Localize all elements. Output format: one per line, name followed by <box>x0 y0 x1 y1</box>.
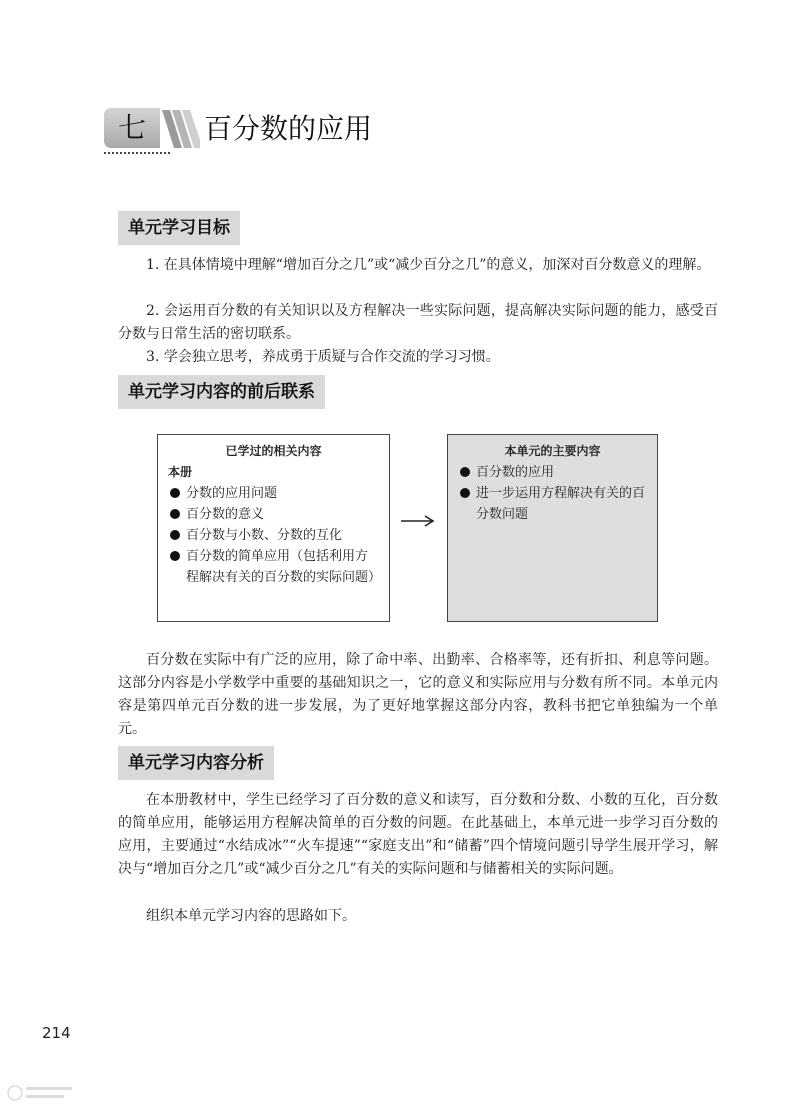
section-title-analysis: 单元学习内容分析 <box>118 746 274 780</box>
goal-1: 1. 在具体情境中理解“增加百分之几”或“减少百分之几”的意义，加深对百分数意义的理解。 <box>146 257 711 273</box>
chapter-title: 百分数的应用 <box>204 112 373 145</box>
list-item: 分数的应用问题 <box>168 483 379 504</box>
list-item: 百分数与小数、分数的互化 <box>168 525 379 546</box>
list-item: 百分数的应用 <box>458 462 647 483</box>
analysis-paragraph-1: 在本册教材中，学生已经学习了百分数的意义和读写，百分数和分数、小数的互化，百分数的简单应用，能够运用方程解决简单的百分数的问题。在此基础上，本单元进一步学习百分数的应用，主要通过“水结成冰”“火车提速”“家庭支出”和“储蓄”四个情境问题引导学生展开学习，解决与“增加百分之几”或“减少百分之几”有关的实际问题和与储蓄相关的实际问题。 <box>118 792 718 877</box>
learned-content-heading: 已学过的相关内容 <box>225 444 322 458</box>
chapter-dotted-line <box>104 152 170 154</box>
links-paragraph: 百分数在实际中有广泛的应用，除了命中率、出勤率、合格率等，还有折扣、利息等问题。这部分内容是小学数学中重要的基础知识之一，它的意义和实际应用与分数有所不同。本单元内容是第四单元百分数的进一步发展，为了更好地掌握这部分内容，教科书把它单独编为一个单元。 <box>118 652 718 737</box>
learned-content-sub: 本册 <box>168 465 193 479</box>
list-item: 百分数的简单应用（包括利用方程解决有关的百分数的实际问题） <box>168 546 379 588</box>
analysis-paragraph-2: 组织本单元学习内容的思路如下。 <box>146 908 356 924</box>
watermark-logo-icon <box>6 1082 76 1104</box>
learned-content-list <box>168 483 382 588</box>
goal-2: 2. 会运用百分数的有关知识以及方程解决一些实际问题，提高解决实际问题的能力，感受百分数与日常生活的密切联系。 <box>118 303 718 342</box>
right-arrow-icon <box>400 514 436 528</box>
section-title-links: 单元学习内容的前后联系 <box>118 375 325 409</box>
goal-3: 3. 学会独立思考，养成勇于质疑与合作交流的学习习惯。 <box>146 349 500 365</box>
section-title-goals: 单元学习目标 <box>118 211 240 245</box>
list-item: 进一步运用方程解决有关的百分数问题 <box>458 483 647 525</box>
page-number: 214 <box>42 1024 71 1042</box>
learned-content-box <box>157 434 390 622</box>
unit-content-list <box>458 462 647 525</box>
chapter-header <box>104 108 404 150</box>
chapter-stripes-decoration <box>162 110 200 148</box>
chapter-number: 七 <box>104 108 160 148</box>
unit-content-box <box>447 434 658 622</box>
unit-content-heading: 本单元的主要内容 <box>504 444 601 458</box>
list-item: 百分数的意义 <box>168 504 379 525</box>
